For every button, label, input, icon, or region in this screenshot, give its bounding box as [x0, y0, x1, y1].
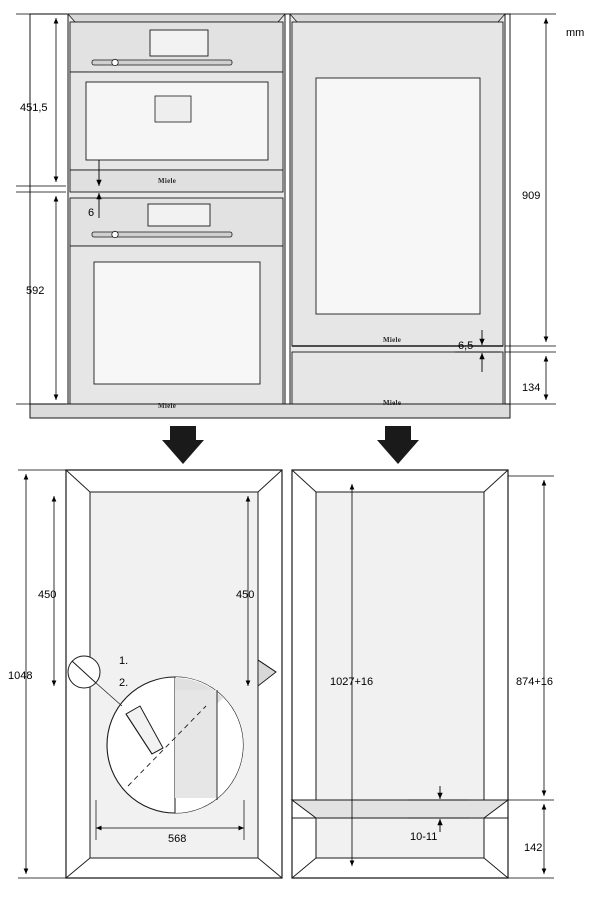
brand-mark: Miele [158, 177, 177, 185]
dimension-451-5: 451,5 [20, 102, 48, 114]
dimension-142: 142 [524, 842, 543, 854]
callout-step-2: 2. [119, 677, 129, 689]
dimension-568: 568 [168, 833, 187, 845]
dimension-874-plus-16: 874+16 [516, 676, 554, 688]
dimension-450-right: 450 [236, 589, 255, 601]
dimension-10-11: 10-11 [410, 831, 438, 843]
dimension-909: 909 [522, 190, 541, 202]
dimension-592: 592 [26, 285, 45, 297]
dimension-134: 134 [522, 382, 541, 394]
dimension-1048: 1048 [8, 670, 33, 682]
dimension-450-left: 450 [38, 589, 57, 601]
view-transition-arrows [162, 426, 419, 464]
bottom-niche-group [18, 470, 554, 878]
unit-label: mm [566, 27, 585, 39]
brand-mark: Miele [383, 336, 402, 344]
top-elevation-group [16, 14, 556, 418]
dimension-6: 6 [88, 207, 95, 219]
dimension-6-5: 6,5 [458, 340, 474, 352]
dimension-1027-plus-16: 1027+16 [330, 676, 374, 688]
callout-step-1: 1. [119, 655, 129, 667]
brand-mark: Miele [383, 399, 402, 407]
brand-mark: Miele [158, 402, 177, 410]
